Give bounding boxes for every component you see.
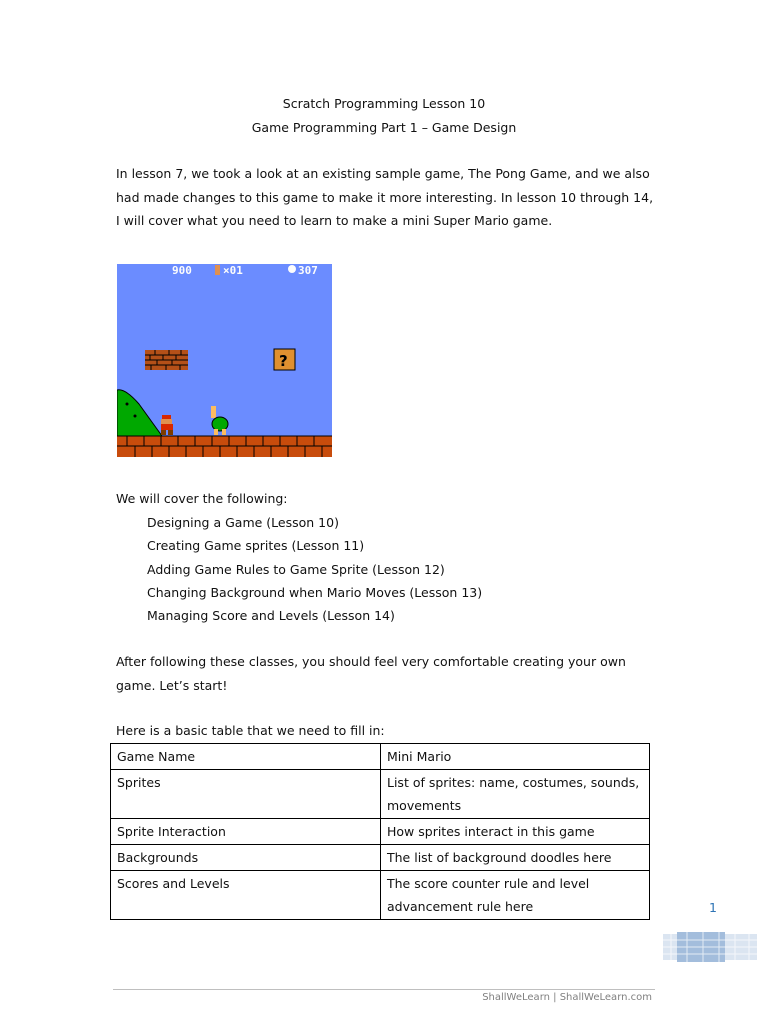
page-number: 1 bbox=[709, 900, 717, 915]
list-item: Managing Score and Levels (Lesson 14) bbox=[147, 608, 395, 624]
table-cell: Backgrounds bbox=[111, 845, 381, 871]
intro-paragraph: In lesson 7, we took a look at an existing sample game, The Pong Game, and we also had made changes to this game to make it more interesting. In lesson 10 through 14, I will cover what you need to learn to make a mini Super Mario game. bbox=[116, 166, 654, 228]
svg-text:?: ? bbox=[279, 352, 288, 370]
game-design-table bbox=[110, 743, 650, 920]
after-paragraph: After following these classes, you should feel very comfortable creating your own game. Let’s start! bbox=[116, 654, 626, 693]
table-row bbox=[111, 819, 650, 845]
list-item: Adding Game Rules to Game Sprite (Lesson 12) bbox=[147, 561, 445, 577]
page-badge-graphic bbox=[663, 932, 757, 962]
table-cell: List of sprites: name, costumes, sounds, movements bbox=[381, 770, 650, 819]
hud-score: 900 bbox=[172, 264, 192, 277]
coin-icon bbox=[215, 265, 220, 275]
table-cell: Scores and Levels bbox=[111, 871, 381, 920]
list-item: Changing Background when Mario Moves (Lesson 13) bbox=[147, 584, 483, 600]
document-subtitle: Game Programming Part 1 – Game Design bbox=[251, 120, 517, 135]
table-row bbox=[111, 770, 650, 819]
table-cell: Sprite Interaction bbox=[111, 819, 381, 845]
table-cell: Game Name bbox=[111, 744, 381, 770]
table-cell: The list of background doodles here bbox=[381, 845, 650, 871]
brick-block bbox=[145, 350, 188, 370]
lesson-list bbox=[147, 511, 482, 627]
footer-divider bbox=[113, 989, 655, 990]
hud-coins: ×01 bbox=[223, 264, 243, 277]
list-item: Creating Game sprites (Lesson 11) bbox=[147, 538, 365, 554]
clock-icon bbox=[288, 265, 296, 273]
footer-text: ShallWeLearn | ShallWeLearn.com bbox=[482, 992, 652, 1003]
table-cell: Mini Mario bbox=[381, 744, 650, 770]
ground bbox=[117, 436, 332, 457]
table-cell: How sprites interact in this game bbox=[381, 819, 650, 845]
list-item: Designing a Game (Lesson 10) bbox=[147, 515, 339, 530]
hud-time: 307 bbox=[298, 264, 318, 277]
table-row bbox=[111, 845, 650, 871]
question-block bbox=[274, 349, 295, 370]
mario-game-screenshot bbox=[117, 264, 332, 457]
table-cell: Sprites bbox=[111, 770, 381, 819]
table-cell: The score counter rule and level advancement rule here bbox=[381, 871, 650, 920]
document-title: Scratch Programming Lesson 10 bbox=[282, 96, 486, 111]
table-row bbox=[111, 871, 650, 920]
cover-heading: We will cover the following: bbox=[116, 491, 288, 506]
table-intro: Here is a basic table that we need to fill in: bbox=[116, 723, 385, 738]
table-row bbox=[111, 744, 650, 770]
